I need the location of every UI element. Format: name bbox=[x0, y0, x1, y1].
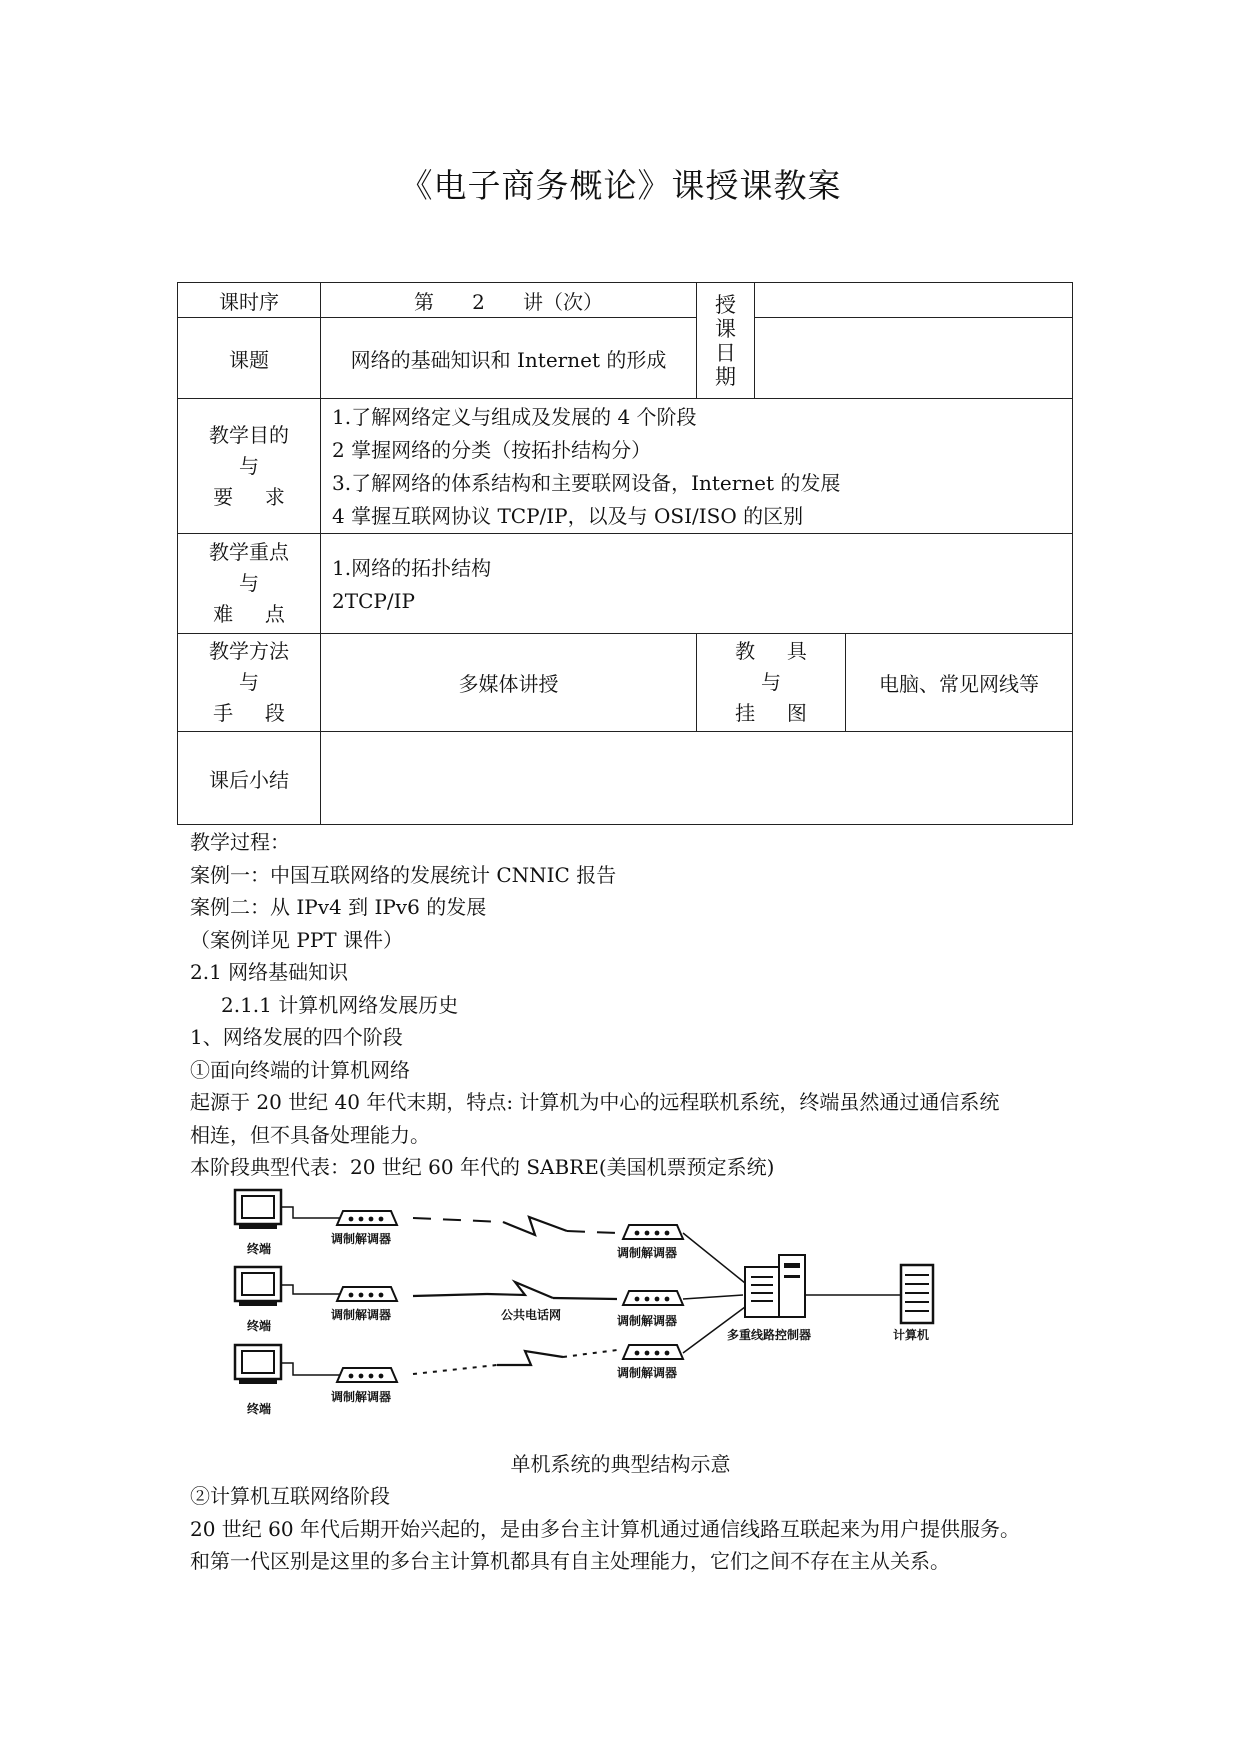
lesson-plan-table bbox=[177, 282, 1073, 825]
summary-label: 课后小结 bbox=[178, 732, 321, 825]
modem-icon bbox=[623, 1225, 683, 1239]
phone-line-dashed bbox=[413, 1217, 617, 1235]
modem-label: 调制解调器 bbox=[617, 1246, 678, 1260]
modem-icon bbox=[337, 1211, 397, 1225]
terminal-icon bbox=[235, 1345, 281, 1384]
diagram-caption: 单机系统的典型结构示意 bbox=[510, 1452, 731, 1476]
goals-list bbox=[321, 399, 1073, 534]
terminal-icon bbox=[235, 1267, 281, 1306]
method-value: 多媒体讲授 bbox=[321, 634, 697, 732]
body-line: ②计算机互联网络阶段 bbox=[190, 1484, 390, 1508]
terminal-label: 终端 bbox=[247, 1319, 272, 1333]
date-value bbox=[755, 283, 1073, 318]
focus-label: 教学重点 与 难 点 bbox=[178, 534, 321, 634]
goals-label: 教学目的 与 要 求 bbox=[178, 399, 321, 534]
network-diagram bbox=[225, 1185, 1025, 1425]
terminal-icon bbox=[235, 1190, 281, 1229]
body-line: ①面向终端的计算机网络 bbox=[190, 1057, 410, 1082]
modem-label: 调制解调器 bbox=[331, 1390, 392, 1404]
body-line: 20 世纪 60 年代后期开始兴起的，是由多台主计算机通过通信线路互联起来为用户提供服务。 bbox=[190, 1516, 1020, 1541]
section-heading: 2.1 网络基础知识 bbox=[190, 960, 349, 984]
modem-label: 调制解调器 bbox=[331, 1232, 392, 1246]
goal-item: 2 掌握网络的分类（按拓扑结构分） bbox=[332, 438, 652, 462]
body-line: 教学过程： bbox=[190, 830, 290, 854]
session-label: 课时序 bbox=[178, 283, 321, 318]
multiline-controller-icon bbox=[745, 1255, 805, 1317]
computer-label: 计算机 bbox=[893, 1328, 930, 1342]
summary-value bbox=[321, 732, 1073, 825]
body-line: 案例二：从 IPv4 到 IPv6 的发展 bbox=[190, 895, 487, 919]
body-line: 案例一：中国互联网络的发展统计 CNNIC 报告 bbox=[190, 862, 617, 887]
modem-label: 调制解调器 bbox=[331, 1308, 392, 1322]
page-title: 《电子商务概论》课授课教案 bbox=[399, 166, 842, 205]
body-line: 起源于 20 世纪 40 年代末期，特点: 计算机为中心的远程联机系统，终端虽然通过通信系统 bbox=[190, 1090, 1000, 1114]
topic-label: 课题 bbox=[178, 318, 321, 399]
phone-line-dotted bbox=[413, 1350, 617, 1374]
body-line: （案例详见 PPT 课件） bbox=[190, 927, 403, 952]
date-label: 授 课 日 期 bbox=[697, 283, 755, 399]
public-phone-network-label: 公共电话网 bbox=[501, 1308, 562, 1322]
goal-item: 4 掌握互联网协议 TCP/IP，以及与 OSI/ISO 的区别 bbox=[332, 504, 804, 528]
goal-item: 3.了解网络的体系结构和主要联网设备，Internet 的发展 bbox=[332, 471, 841, 495]
body-line: 本阶段典型代表：20 世纪 60 年代的 SABRE(美国机票预定系统) bbox=[190, 1155, 775, 1179]
tools-value: 电脑、常见网线等 bbox=[846, 634, 1073, 732]
body-line: 相连，但不具备处理能力。 bbox=[190, 1122, 430, 1147]
subsection-heading: 2.1.1 计算机网络发展历史 bbox=[221, 992, 459, 1017]
topic-value: 网络的基础知识和 Internet 的形成 bbox=[321, 318, 697, 399]
teaching-process bbox=[190, 826, 1070, 1184]
controller-label: 多重线路控制器 bbox=[727, 1328, 812, 1342]
date-value-2 bbox=[755, 318, 1073, 399]
focus-list bbox=[321, 534, 1073, 634]
body-line: 和第一代区别是这里的多台主计算机都具有自主处理能力，它们之间不存在主从关系。 bbox=[190, 1549, 950, 1573]
modem-icon bbox=[623, 1345, 683, 1359]
terminal-label: 终端 bbox=[247, 1402, 272, 1416]
stage-two-section bbox=[190, 1480, 1090, 1578]
focus-item: 1.网络的拓扑结构 bbox=[332, 556, 492, 580]
session-value: 第 2 讲（次） bbox=[321, 283, 697, 318]
computer-icon bbox=[901, 1265, 933, 1323]
modem-label: 调制解调器 bbox=[617, 1314, 678, 1328]
tools-label: 教 具 与 挂 图 bbox=[697, 634, 846, 732]
modem-label: 调制解调器 bbox=[617, 1366, 678, 1380]
goal-item: 1.了解网络定义与组成及发展的 4 个阶段 bbox=[332, 405, 697, 429]
body-line: 1、网络发展的四个阶段 bbox=[190, 1025, 403, 1049]
focus-item: 2TCP/IP bbox=[332, 589, 415, 613]
modem-icon bbox=[337, 1287, 397, 1301]
modem-icon bbox=[623, 1291, 683, 1305]
modem-icon bbox=[337, 1368, 397, 1382]
terminal-label: 终端 bbox=[247, 1242, 272, 1256]
phone-line-solid bbox=[413, 1282, 617, 1299]
method-label: 教学方法 与 手 段 bbox=[178, 634, 321, 732]
